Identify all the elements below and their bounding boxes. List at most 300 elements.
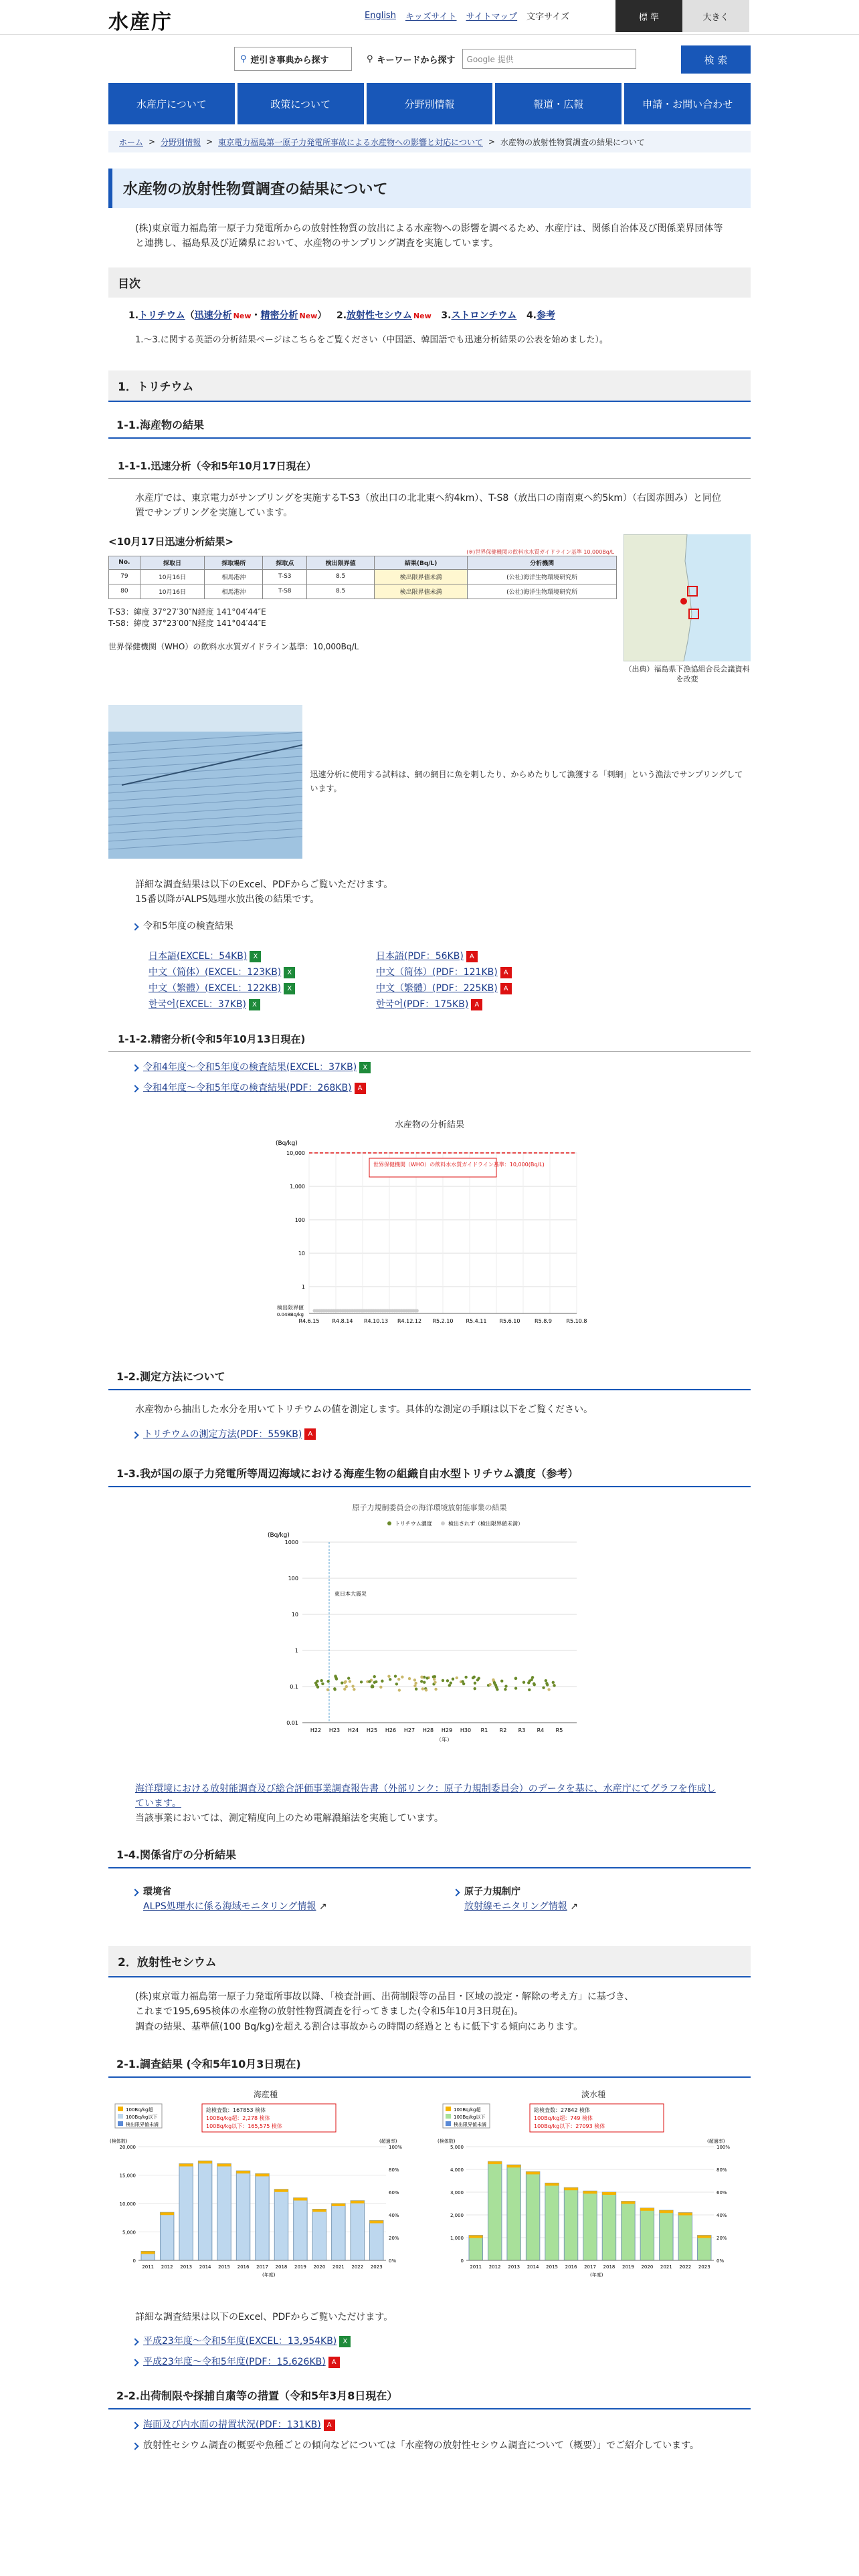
data-point xyxy=(375,1680,377,1683)
search-button[interactable]: 検 索 xyxy=(681,45,751,74)
data-point xyxy=(335,1677,338,1680)
data-point xyxy=(545,1679,547,1682)
excel-icon: X xyxy=(284,983,295,994)
bar xyxy=(236,2171,250,2260)
toc-tritium[interactable]: トリチウム xyxy=(138,310,185,321)
x-tick-label: 2023 xyxy=(698,2264,710,2270)
data-point xyxy=(368,1680,371,1683)
bar-over xyxy=(370,2221,383,2224)
data-point xyxy=(448,1684,451,1687)
data-point xyxy=(397,1678,400,1681)
y-tick-label: 20% xyxy=(389,2236,399,2242)
pdf-icon: A xyxy=(304,1428,316,1440)
data-point xyxy=(379,1685,382,1688)
y-tick-label: 1000 xyxy=(284,1539,298,1545)
pdf-file-link[interactable]: 中文（简体）(PDF：121KB) xyxy=(376,967,498,978)
nra-monitoring-link[interactable]: 放射線モニタリング情報 xyxy=(464,1901,567,1912)
table-header: 結果(Bq/L) xyxy=(374,556,467,569)
breadcrumb: ホーム > 分野別情報 > 東京電力福島第一原子力発電所事故による水産物への影響と対応について > 水産物の放射性物質調査の結果について xyxy=(108,131,751,152)
pdf-icon: A xyxy=(471,999,482,1010)
pdf-icon: A xyxy=(328,2357,340,2368)
data-point xyxy=(552,1681,555,1683)
nav-fields[interactable]: 分野別情報 xyxy=(367,83,493,124)
summary-text: 100Bq/kg超：2,278 検体 xyxy=(206,2115,270,2122)
bar xyxy=(622,2202,635,2260)
data-point xyxy=(333,1688,336,1691)
coords-ts8: T-S8：緯度 37°23′00″N経度 141°04′44″E xyxy=(108,618,266,628)
bar-over xyxy=(640,2208,654,2211)
file-row xyxy=(108,996,751,1012)
bar-over xyxy=(141,2251,155,2254)
bar xyxy=(564,2187,577,2260)
bar xyxy=(312,2210,326,2261)
y-tick-label: 20,000 xyxy=(119,2145,136,2151)
legend-text: 検出限界値未満 xyxy=(126,2122,159,2128)
precise-excel-link[interactable]: 令和4年度～令和5年度の検査結果(EXCEL：37KB) xyxy=(143,1062,357,1073)
bar xyxy=(217,2164,231,2261)
bar-over xyxy=(602,2192,615,2195)
bar-over xyxy=(583,2191,597,2193)
y-axis-label: (超過率) xyxy=(379,2139,397,2145)
toc-precise[interactable]: 精密分析 xyxy=(260,310,298,321)
data-point xyxy=(408,1677,411,1680)
bar-over xyxy=(507,2165,520,2167)
x-tick-label: 2011 xyxy=(142,2264,155,2270)
y-tick-label: 4,000 xyxy=(450,2167,464,2173)
table-cell: (公社)海洋生物環境研究所 xyxy=(468,569,617,584)
env-label: 環境省 xyxy=(108,1882,430,1899)
quick-table-note: (※)世界保健機関の飲料水水質ガイドライン基準 10,000Bq/L xyxy=(466,548,614,555)
data-point xyxy=(387,1675,390,1677)
y-axis-label: (検体数) xyxy=(438,2139,456,2145)
site-logo[interactable]: 水産庁 xyxy=(108,11,173,34)
nav-press[interactable]: 報道・広報 xyxy=(495,83,622,124)
coords-ts3: T-S3：緯度 37°27′30″N経度 141°04′44″E xyxy=(108,607,266,617)
x-tick-label: 2020 xyxy=(641,2264,654,2270)
x-tick-label: 2011 xyxy=(470,2264,482,2270)
x-tick-label: R1 xyxy=(480,1727,488,1733)
table-cell: 検出限界値未満 xyxy=(374,569,467,584)
section-2-2: 2-2.出荷制限や採捕自粛等の措置（令和5年3月8日現在） xyxy=(108,2382,751,2409)
fresh-chart xyxy=(436,2100,751,2294)
data-point xyxy=(496,1688,498,1691)
data-point xyxy=(531,1676,534,1679)
table-cell: 79 xyxy=(109,569,140,584)
y-tick-label: 20% xyxy=(717,2236,727,2242)
x-tick-label: 2019 xyxy=(622,2264,634,2270)
toc-cesium[interactable]: 放射性セシウム xyxy=(347,310,412,321)
table-cell: 検出限界値未満 xyxy=(374,584,467,599)
legend-marker xyxy=(441,1521,445,1525)
y-tick-label: 60% xyxy=(389,2190,399,2196)
nra-label: 原子力規制庁 xyxy=(430,1882,751,1899)
legend-marker xyxy=(387,1521,391,1525)
x-tick-label: R5.4.11 xyxy=(466,1318,487,1325)
bar xyxy=(640,2208,654,2260)
y-tick-label: 60% xyxy=(717,2190,727,2196)
data-point xyxy=(504,1688,506,1691)
data-point xyxy=(488,1683,491,1685)
y-tick-label: 1 xyxy=(301,1284,305,1291)
x-axis-label: (年度) xyxy=(262,2272,276,2278)
y-axis-label: (超過率) xyxy=(707,2139,725,2145)
legend-swatch xyxy=(118,2114,123,2119)
gillnet-caption: 迅速分析に使用する試料は、網の網目に魚を刺したり、からめたりして漁獲する「刺網」という漁法でサンプリングしています。 xyxy=(310,770,743,793)
y-tick-label: 40% xyxy=(717,2213,727,2219)
bar-over xyxy=(198,2161,211,2163)
x-tick-label: R2 xyxy=(499,1727,507,1733)
legend-text: 検出されず（検出限界値未満） xyxy=(448,1520,523,1527)
bar xyxy=(488,2161,501,2260)
table-cell: 8.5 xyxy=(307,584,375,599)
data-point xyxy=(434,1687,437,1690)
y-tick-label: 100 xyxy=(288,1575,298,1582)
cesium-text-2: これまで195,695検体の水産物の放射性物質調査を行ってきました(令和5年10月3日現在)。 xyxy=(135,2006,524,2018)
data-point xyxy=(464,1675,467,1678)
crumb-fields[interactable]: 分野別情報 xyxy=(161,137,201,147)
english-link[interactable]: English xyxy=(365,11,396,21)
legend-text: 100Bq/kg以下 xyxy=(126,2115,158,2121)
chart1-title: 水産物の分析結果 xyxy=(394,1120,464,1131)
measures-pdf-link[interactable]: 海面及び内水面の措置状況(PDF：131KB) xyxy=(143,2420,321,2431)
y-tick-label: 40% xyxy=(389,2213,399,2219)
bar-over xyxy=(256,2173,269,2176)
x-tick-label: 2015 xyxy=(218,2264,230,2270)
x-tick-label: R4 xyxy=(537,1727,545,1733)
legend-text: 100Bq/kg以下 xyxy=(454,2115,486,2121)
y-tick-label: 1,000 xyxy=(290,1184,305,1190)
x-tick-label: H22 xyxy=(310,1727,322,1733)
table-cell: T-S8 xyxy=(263,584,307,599)
section-1-1: 1-1.海産物の結果 xyxy=(108,411,751,439)
summary-text: 100Bq/kg以下：165,575 検体 xyxy=(206,2123,282,2130)
global-nav xyxy=(108,83,751,124)
kids-link[interactable]: キッズサイト xyxy=(405,12,457,22)
bar xyxy=(469,2236,482,2260)
excel-icon: X xyxy=(359,1062,371,1073)
file-row xyxy=(108,948,751,964)
bar-over xyxy=(698,2236,711,2238)
bar-over xyxy=(526,2171,539,2174)
who-guideline: 世界保健機関（WHO）の飲料水水質ガイドライン基準：10,000Bq/L xyxy=(108,641,359,651)
data-point xyxy=(462,1682,465,1685)
font-large-button[interactable]: 大きく xyxy=(682,0,749,32)
y-tick-label: 80% xyxy=(717,2167,727,2173)
y-tick-label: 10,000 xyxy=(286,1150,305,1157)
file-row xyxy=(108,964,751,980)
measure-desc: 水産物から抽出した水分を用いてトリチウムの値を測定します。具体的な測定の手順は以下をご覧ください。 xyxy=(135,1404,593,1416)
excel-icon: X xyxy=(250,951,261,962)
bar-over xyxy=(332,2204,345,2206)
precise-pdf-link[interactable]: 令和4年度～令和5年度の検査結果(PDF：268KB) xyxy=(143,1083,352,1094)
ref-method: 当該事業においては、測定精度向上のため電解濃縮法を実施しています。 xyxy=(135,1813,444,1824)
header xyxy=(0,0,859,35)
font-standard-button[interactable]: 標 準 xyxy=(615,0,682,32)
summary-text: 100Bq/kg以下：27093 検体 xyxy=(534,2123,605,2130)
bar xyxy=(583,2191,597,2260)
quick-files xyxy=(108,948,751,1012)
y-tick-label: 0 xyxy=(460,2258,464,2264)
data-point xyxy=(353,1688,355,1691)
toc-ref[interactable]: 参考 xyxy=(537,310,555,321)
x-tick-label: 2013 xyxy=(180,2264,193,2270)
data-point xyxy=(425,1677,428,1679)
bar xyxy=(507,2165,520,2260)
summary-text: 総検査数：167853 検体 xyxy=(206,2107,266,2114)
x-tick-label: 2015 xyxy=(546,2264,558,2270)
bar-over xyxy=(312,2210,326,2212)
data-point xyxy=(326,1688,329,1691)
page-title: 水産物の放射性物質調査の結果について xyxy=(108,169,751,208)
bar-over xyxy=(469,2236,482,2238)
x-tick-label: H23 xyxy=(328,1727,341,1733)
chart1 xyxy=(262,1133,597,1340)
pdf-file-link[interactable]: 한국어(PDF：175KB) xyxy=(376,999,469,1010)
table-header: 採取場所 xyxy=(205,556,263,569)
x-tick-label: 2020 xyxy=(313,2264,326,2270)
data-point xyxy=(474,1681,476,1684)
nav-about[interactable]: 水産庁について xyxy=(108,83,235,124)
bar xyxy=(678,2213,692,2260)
legend-swatch xyxy=(118,2121,123,2126)
data-point xyxy=(546,1683,549,1686)
map-caption: （出典）福島県下漁協組合長会議資料を改変 xyxy=(624,664,750,684)
x-tick-label: 2021 xyxy=(332,2264,345,2270)
data-point xyxy=(349,1680,351,1683)
section-1-4: 1-4.関係省庁の分析結果 xyxy=(108,1841,751,1868)
toc-strontium[interactable]: ストロンチウム xyxy=(451,310,517,321)
x-tick-label: 2012 xyxy=(161,2264,173,2270)
quick-desc: 水産庁では、東京電力がサンプリングを実施するT-S3（放出口の北北東へ約4km）、T-S8（放出口の南南東へ約5km）（右図赤囲み）と同位置でサンプリングを実施しています。 xyxy=(135,492,721,519)
pdf-file-link[interactable]: 日本語(PDF：56KB) xyxy=(376,951,464,962)
excel-file-link[interactable]: 한국어(EXCEL：37KB) xyxy=(149,999,246,1010)
section-tritium: 1．トリチウム xyxy=(108,370,751,402)
table-row xyxy=(109,584,617,599)
search-icon: ⚲ xyxy=(367,53,373,64)
toc-quick[interactable]: 迅速分析 xyxy=(194,310,232,321)
x-tick-label: H26 xyxy=(385,1727,397,1733)
crumb-current: 水産物の放射性物質調査の結果について xyxy=(500,137,645,147)
bar xyxy=(351,2201,364,2260)
x-tick-label: H29 xyxy=(441,1727,453,1733)
x-tick-label: 2017 xyxy=(584,2264,596,2270)
y-tick-label: 0% xyxy=(717,2258,725,2264)
sampling-map-image xyxy=(624,534,751,661)
data-point xyxy=(514,1687,517,1689)
x-axis-label: （年） xyxy=(436,1736,452,1743)
data-point xyxy=(547,1688,550,1691)
excel-icon: X xyxy=(339,2336,351,2347)
data-point xyxy=(500,1679,503,1682)
data-point xyxy=(514,1677,517,1679)
x-tick-label: 2019 xyxy=(294,2264,306,2270)
data-point xyxy=(423,1681,425,1683)
excel-file-link[interactable]: 中文（简体）(EXCEL：123KB) xyxy=(149,967,282,978)
data-point xyxy=(389,1678,391,1681)
pdf-file-link[interactable]: 中文（繁體）(PDF：225KB) xyxy=(376,983,498,994)
data-point xyxy=(373,1675,376,1678)
data-point xyxy=(320,1679,322,1682)
bar xyxy=(660,2210,673,2260)
data-point xyxy=(360,1681,363,1683)
x-tick-label: R3 xyxy=(518,1727,526,1733)
legend-text: 100Bq/kg超 xyxy=(454,2107,481,2113)
legend-swatch xyxy=(118,2107,123,2111)
x-tick-label: 2016 xyxy=(565,2264,577,2270)
bar-over xyxy=(351,2201,364,2204)
legend-swatch xyxy=(446,2114,451,2119)
bar xyxy=(370,2221,383,2261)
data-point xyxy=(401,1675,403,1678)
data-point xyxy=(371,1685,373,1688)
y-tick-label: 0.01 xyxy=(286,1719,298,1726)
data-point xyxy=(474,1687,476,1690)
data-point xyxy=(533,1683,536,1686)
crumb-fukushima[interactable]: 東京電力福島第一原子力発電所事故による水産物への影響と対応について xyxy=(218,137,483,147)
agency-links xyxy=(108,1882,751,1913)
data-point xyxy=(414,1681,417,1684)
chart2 xyxy=(262,1515,597,1763)
x-tick-label: 2012 xyxy=(488,2264,501,2270)
table-cell: 8.5 xyxy=(307,569,375,584)
cesium-text-3: 調査の結果、基準値(100 Bq/kg)を超える割合は事故からの時間の経過とともに低下する傾向にあります。 xyxy=(135,2021,583,2032)
legend-swatch xyxy=(446,2121,451,2126)
excel-file-link[interactable]: 日本語(EXCEL：54KB) xyxy=(149,951,248,962)
data-point xyxy=(522,1681,525,1683)
bar-over xyxy=(545,2183,559,2185)
cesium-excel-link[interactable]: 平成23年度～令和5年度(EXCEL：13,954KB) xyxy=(143,2336,337,2347)
index-search-button[interactable]: ⚲ 逆引き事典から探す xyxy=(234,47,352,71)
x-tick-label: 2018 xyxy=(275,2264,288,2270)
table-header: No. xyxy=(109,556,140,569)
table-cell: 10月16日 xyxy=(140,584,205,599)
pdf-icon: A xyxy=(500,967,512,978)
x-tick-label: H27 xyxy=(403,1727,415,1733)
data-point xyxy=(477,1677,480,1679)
lod-label: 0.048Bq/kg xyxy=(276,1312,304,1318)
x-tick-label: R4.12.12 xyxy=(397,1318,422,1325)
x-tick-label: R4.8.14 xyxy=(332,1318,353,1325)
env-monitoring-link[interactable]: ALPS処理水に係る海域モニタリング情報 xyxy=(143,1901,316,1912)
y-tick-label: 10 xyxy=(298,1251,305,1257)
y-tick-label: 5,000 xyxy=(450,2145,464,2151)
bar-over xyxy=(660,2210,673,2213)
x-tick-label: H25 xyxy=(366,1727,378,1733)
table-cell: (公社)海洋生物環境研究所 xyxy=(468,584,617,599)
bar-over xyxy=(274,2189,288,2192)
data-point xyxy=(433,1678,436,1681)
x-tick-label: R5.2.10 xyxy=(432,1318,454,1325)
x-tick-label: R4.6.15 xyxy=(298,1318,320,1325)
bar xyxy=(256,2173,269,2260)
x-tick-label: H24 xyxy=(347,1727,359,1733)
bar-over xyxy=(179,2164,193,2167)
x-tick-label: 2014 xyxy=(199,2264,211,2270)
bar xyxy=(602,2192,615,2260)
y-tick-label: 15,000 xyxy=(119,2173,136,2179)
bar xyxy=(332,2204,345,2260)
data-point xyxy=(344,1680,347,1683)
y-tick-label: 5,000 xyxy=(122,2230,136,2236)
table-header: 採取点 xyxy=(263,556,307,569)
fresh-chart-title: 淡水種 xyxy=(581,2090,605,2100)
nav-policy[interactable]: 政策について xyxy=(237,83,364,124)
data-point xyxy=(341,1681,343,1684)
x-tick-label: R5 xyxy=(555,1727,563,1733)
section-cesium: 2．放射性セシウム xyxy=(108,1946,751,1977)
data-point xyxy=(326,1680,329,1683)
bar-over xyxy=(160,2212,173,2215)
y-axis-label: (Bq/kg) xyxy=(268,1531,290,1539)
gillnet-photo xyxy=(108,705,302,859)
quick-result-table xyxy=(108,556,617,599)
summary-text: 総検査数：27842 検体 xyxy=(534,2107,590,2114)
cesium-charts xyxy=(108,2088,751,2296)
search-input[interactable]: Google 提供 xyxy=(462,49,636,69)
x-tick-label: H28 xyxy=(422,1727,434,1733)
nra-report-link[interactable]: 海洋環境における放射能調査及び総合評価事業調査報告書（外部リンク：原子力規制委員会）のデータを基に、水産庁にてグラフを作成しています。 xyxy=(135,1783,716,1810)
excel-file-link[interactable]: 中文（繁體）(EXCEL：122KB) xyxy=(149,983,282,994)
data-point xyxy=(343,1687,346,1690)
x-axis-label: (年度) xyxy=(590,2272,603,2278)
bar-over xyxy=(294,2198,307,2201)
sea-chart xyxy=(108,2100,423,2294)
table-header: 採取日 xyxy=(140,556,205,569)
data-point xyxy=(321,1682,324,1685)
table-cell: 80 xyxy=(109,584,140,599)
data-point xyxy=(413,1684,416,1687)
y-tick-label: 100 xyxy=(294,1217,305,1224)
measure-pdf-link[interactable]: トリチウムの測定方法(PDF：559KB) xyxy=(143,1428,302,1440)
excel-icon: X xyxy=(249,999,260,1010)
bar-over xyxy=(488,2161,501,2164)
table-cell: 10月16日 xyxy=(140,569,205,584)
data-point xyxy=(442,1679,444,1681)
detail-text-2: 15番以降がALPS処理水放出後の結果です。 xyxy=(135,893,320,905)
y-tick-label: 10,000 xyxy=(119,2202,136,2208)
quick-table-title: <10月17日迅速分析結果> xyxy=(108,535,233,548)
pdf-icon: A xyxy=(324,2420,335,2431)
cesium-detail: 詳細な調査結果は以下のExcel、PDFからご覧いただけます。 xyxy=(135,2312,393,2323)
data-point xyxy=(395,1683,398,1685)
bar xyxy=(274,2189,288,2260)
data-point xyxy=(425,1689,427,1691)
pdf-icon: A xyxy=(466,951,478,962)
table-cell: 相馬港沖 xyxy=(205,569,263,584)
data-point xyxy=(394,1675,397,1677)
x-tick-label: 2022 xyxy=(679,2264,692,2270)
y-tick-label: 0% xyxy=(389,2258,397,2264)
toc-heading: 目次 xyxy=(108,267,751,298)
cesium-pdf-link[interactable]: 平成23年度～令和5年度(PDF：15,626KB) xyxy=(143,2357,326,2368)
y-tick-label: 100% xyxy=(389,2145,403,2151)
data-point xyxy=(504,1685,507,1687)
table-header: 検出限界値 xyxy=(307,556,375,569)
data-point xyxy=(553,1684,555,1687)
data-point xyxy=(446,1679,449,1682)
sitemap-link[interactable]: サイトマップ xyxy=(466,12,518,22)
table-header: 分析機関 xyxy=(468,556,617,569)
nav-apply[interactable]: 申請・お問い合わせ xyxy=(624,83,751,124)
file-row xyxy=(108,980,751,996)
fontsize-buttons xyxy=(615,0,749,32)
data-point xyxy=(456,1676,458,1679)
data-point xyxy=(472,1676,474,1679)
x-tick-label: 2018 xyxy=(603,2264,615,2270)
y-tick-label: 2,000 xyxy=(450,2213,464,2219)
crumb-home[interactable]: ホーム xyxy=(119,137,144,147)
data-point xyxy=(315,1683,318,1686)
